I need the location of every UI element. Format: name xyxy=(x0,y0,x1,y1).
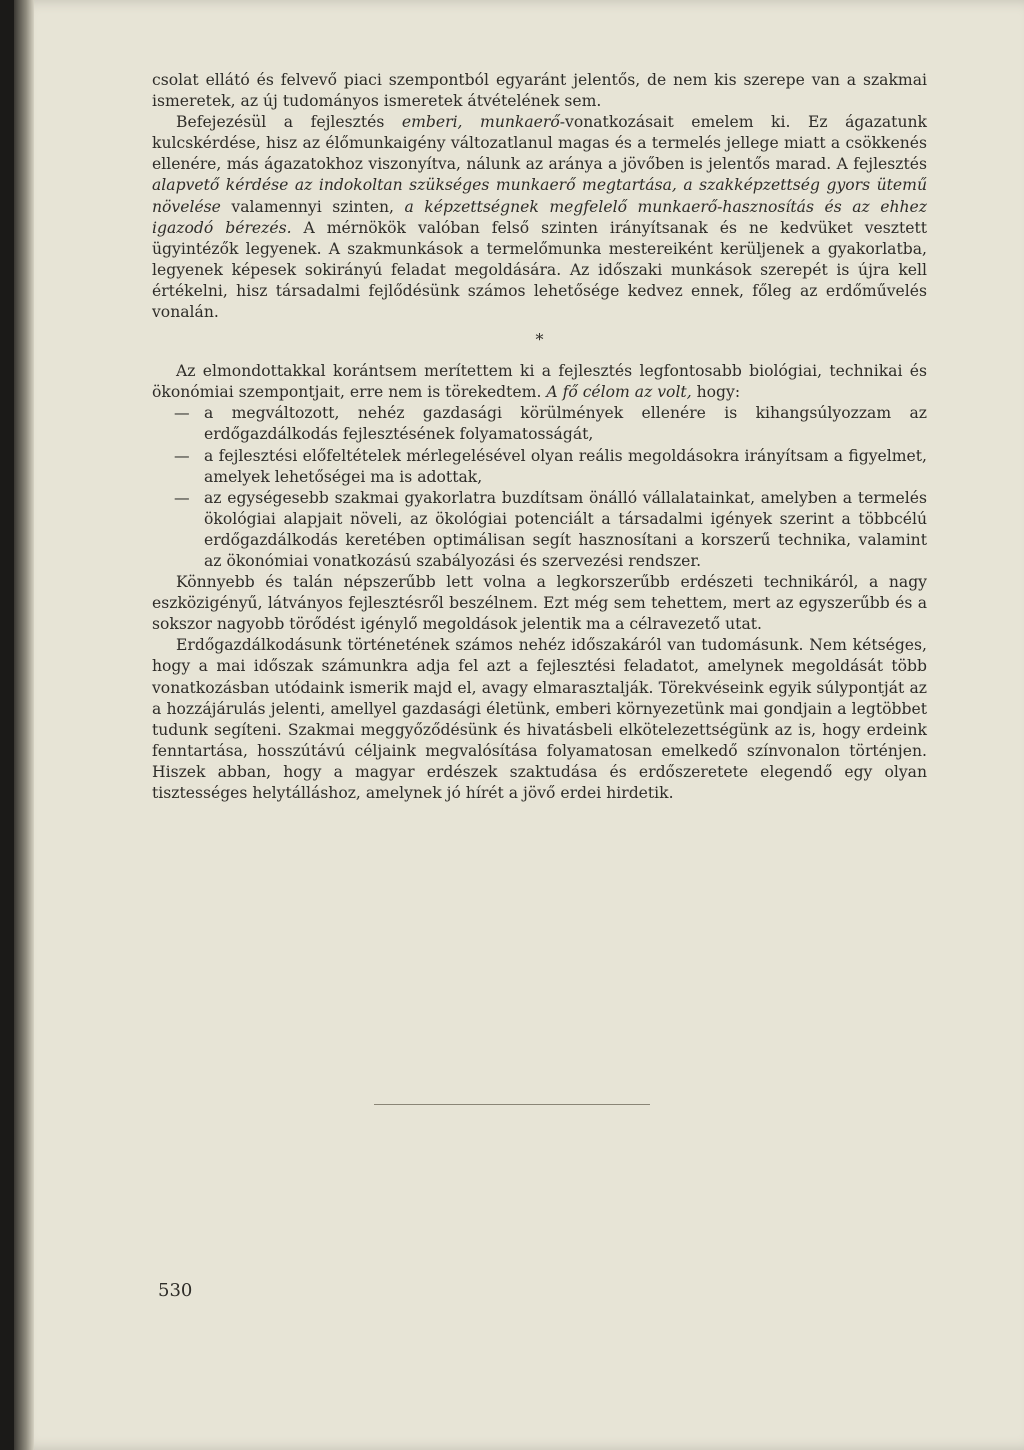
italic-text: emberi, munkaerő xyxy=(401,113,560,132)
text-run: hogy: xyxy=(691,383,741,402)
italic-text: a képzettségnek megfelelő munkaerő-hasznosítás és az ehhez igazodó bérezés. xyxy=(152,197,927,237)
list-item-text: az egységesebb szakmai gyakorlatra buzdítsam önálló vállalatainkat, amelyben a termelés ökológiai alapjait növeli, az ökológiai potenciált a társadalmi igények szerint a többcélú erdőgazdálkodás keretében optimálisan segít hasznosítani a korszerű technika, valamint az ökonómiai vonatkozású szabályozási és szervezési rendszer. xyxy=(204,488,927,570)
list-item xyxy=(152,488,927,572)
paragraph-intro xyxy=(152,70,927,112)
body-text xyxy=(152,70,927,804)
list-dash: — xyxy=(174,446,190,465)
section-separator-asterisk: * xyxy=(535,330,544,350)
list-item-text: a megváltozott, nehéz gazdasági körülmények ellenére is kihangsúlyozzam az erdőgazdálkodás fejlesztésének folyamatosságát, xyxy=(204,404,927,444)
book-binding-edge xyxy=(14,0,34,1450)
list-dash: — xyxy=(174,488,190,507)
closing-rule xyxy=(374,1104,650,1105)
text-run: A mérnökök valóban felső szinten irányítsanak és ne kedvüket vesztett ügyintézők legyenek. A szakmunkások a termelőmunka mestereiként kerüljenek a gyakorlatba, legyenek képesek sokirányú feladat megoldására. Az időszaki munkások szerepét is újra kell értékelni, hisz társadalmi fejlődésünk számos lehetősége kedvez ennek, főleg az erdőművelés vonalán. xyxy=(152,218,927,322)
paragraph-summary xyxy=(152,361,927,403)
text-run: Könnyebb és talán népszerűbb lett volna a legkorszerűbb erdészeti technikáról, a nagy eszközigényű, látványos fejlesztésről beszélnem. Ezt még sem tehettem, mert az egyszerűbb és a sokszor nagyobb törődést igénylő megoldások jelentik ma a célravezető utat. xyxy=(152,573,927,634)
list-dash: — xyxy=(174,404,190,423)
book-page xyxy=(14,0,1024,1450)
text-run: valamennyi szinten, xyxy=(220,197,405,216)
text-run: Befejezésül a fejlesztés xyxy=(176,113,402,132)
list-item-text: a fejlesztési előfeltételek mérlegelésével olyan reális megoldásokra irányítsam a figyelmet, amelyek lehetőségei ma is adottak, xyxy=(204,446,927,486)
text-run: Az elmondottakkal korántsem merítettem ki a fejlesztés legfontosabb biológiai, technikai és ökonómiai szempontjait, erre nem is törekedtem. xyxy=(152,362,927,402)
text-run: -vonatkozásait emelem ki. Ez ágazatunk kulcskérdése, hisz az élőmunkaigény változatlanul magas és a termelés jellege miatt a csökkenés ellenére, más ágazatokhoz viszonyítva, nálunk az aránya a jövőben is jelentős marad. A fejlesztés xyxy=(152,113,927,174)
paragraph-workforce xyxy=(152,112,927,323)
italic-text: alapvető kérdése az indokoltan szükséges munkaerő megtartása, a szakképzettség gyors ütemű növelése xyxy=(152,176,927,216)
italic-text: A fő célom az volt, xyxy=(546,383,692,402)
page-number: 530 xyxy=(158,1280,193,1301)
text-run: Erdőgazdálkodásunk történetének számos nehéz időszakáról van tudomásunk. Nem kétséges, hogy a mai időszak számunkra adja fel azt a fejlesztési feladatot, amelynek megoldását több vonatkozásban utódaink ismerik majd el, avagy elmarasztalják. Törekvéseink egyik súlypontját az a hozzájárulás jelenti, amellyel gazdasági életünk, emberi környezetünk mai gondjain a legtöbbet tudunk segíteni. Szakmai meggyőződésünk és hivatásbeli elkötelezettségünk az is, hogy erdeink fenntartása, hosszútávú céljaink megvalósítása folyamatosan emelkedő színvonalon történjen. Hiszek abban, hogy a magyar erdészek szaktudása és erdőszeretete elegendő egy olyan tisztességes helytálláshoz, amelynek jó hírét a jövő erdei hirdetik. xyxy=(152,636,927,802)
list-item xyxy=(152,446,927,488)
text-run: csolat ellátó és felvevő piaci szempontból egyaránt jelentős, de nem kis szerepe van a szakmai ismeretek, az új tudományos ismeretek átvételének sem. xyxy=(152,71,927,111)
paragraph-history xyxy=(152,635,927,804)
list-item xyxy=(152,403,927,445)
paragraph-technology xyxy=(152,572,927,635)
